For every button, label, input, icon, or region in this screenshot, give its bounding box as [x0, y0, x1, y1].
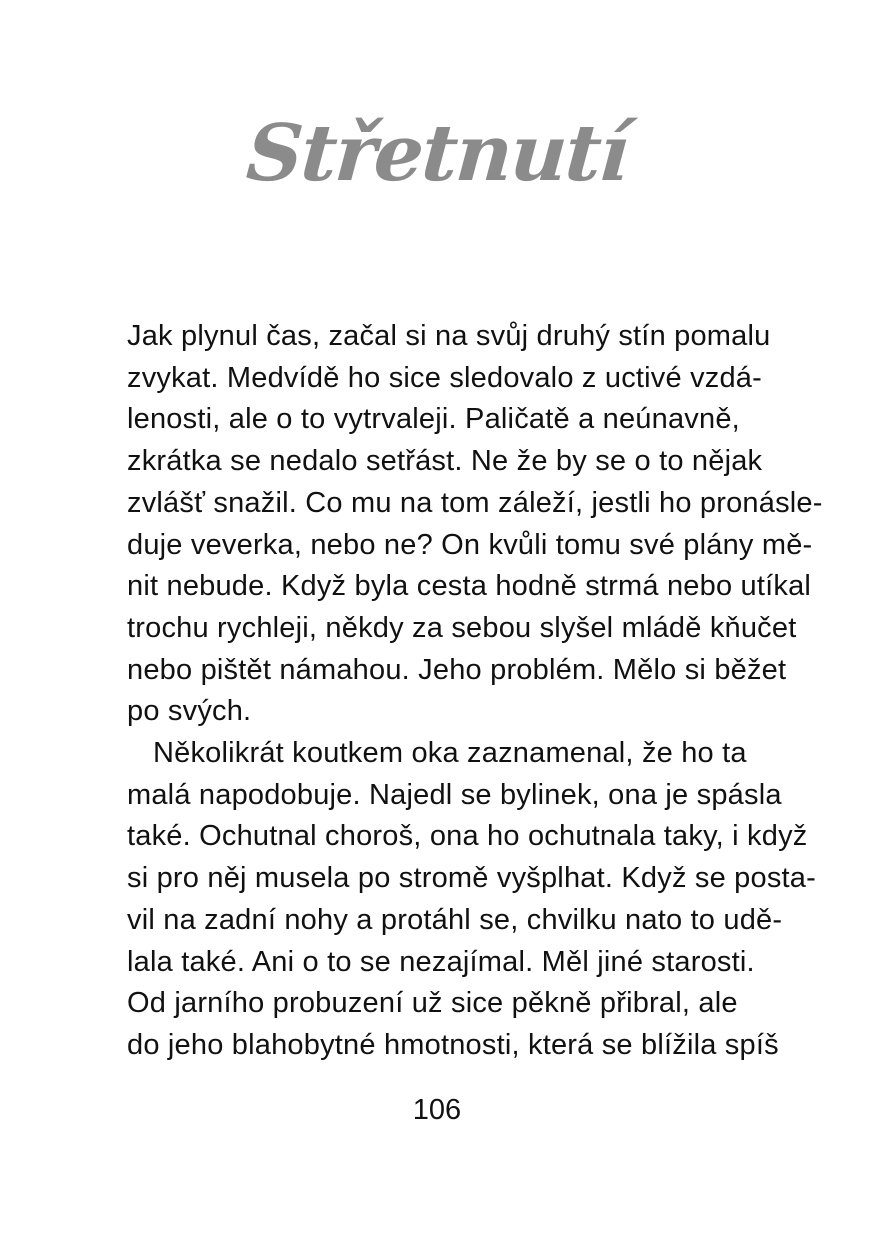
- text-line: malá napodobuje. Najedl se bylinek, ona je spásla: [127, 778, 782, 811]
- text-line: trochu rychleji, někdy za sebou slyšel mládě kňučet: [127, 611, 797, 644]
- page-number: 106: [412, 1094, 462, 1126]
- text-line: lala také. Ani o to se nezajímal. Měl jiné starosti.: [127, 945, 755, 978]
- text-line: po svých.: [127, 695, 252, 728]
- text-line: zvykat. Medvídě ho sice sledovalo z uctivé vzdá-: [127, 361, 762, 394]
- text-line: lenosti, ale o to vytrvaleji. Paličatě a neúnavně,: [127, 403, 740, 436]
- text-line: vil na zadní nohy a protáhl se, chvilku nato to udě-: [127, 903, 783, 936]
- text-line: nebo pištět námahou. Jeho problém. Mělo si běžet: [127, 653, 787, 686]
- paragraph: [127, 316, 823, 733]
- text-line: zvlášť snažil. Co mu na tom záleží, jestli ho pronásle-: [127, 486, 823, 519]
- text-line: zkrátka se nedalo setřást. Ne že by se o to nějak: [127, 445, 763, 478]
- paragraph: [127, 733, 816, 1067]
- chapter-title: Střetnutí: [243, 108, 631, 199]
- text-line: nit nebude. Když byla cesta hodně strmá nebo utíkal: [127, 570, 812, 603]
- text-line: do jeho blahobytné hmotnosti, která se blížila spíš: [127, 1028, 779, 1061]
- text-line: Jak plynul čas, začal si na svůj druhý stín pomalu: [127, 320, 771, 352]
- text-line: také. Ochutnal choroš, ona ho ochutnala taky, i když: [127, 820, 808, 853]
- text-line: duje veverka, nebo ne? On kvůli tomu své plány mě-: [127, 528, 813, 561]
- text-line: Od jarního probuzení už sice pěkně přibral, ale: [127, 987, 738, 1020]
- text-line: Několikrát koutkem oka zaznamenal, že ho ta: [153, 737, 747, 770]
- body-text: [127, 316, 823, 1067]
- text-line: si pro něj musela po stromě vyšplhat. Když se posta-: [127, 862, 816, 895]
